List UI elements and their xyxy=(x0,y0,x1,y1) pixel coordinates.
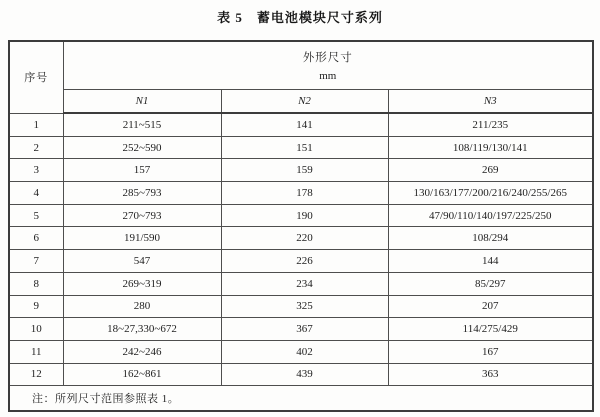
n3-cell: 144 xyxy=(388,250,593,273)
n3-cell: 167 xyxy=(388,340,593,363)
table-row xyxy=(9,136,593,159)
table-row xyxy=(9,250,593,273)
n3-cell: 211/235 xyxy=(388,113,593,136)
n3-cell: 130/163/177/200/216/240/255/265 xyxy=(388,182,593,205)
n3-cell: 108/119/130/141 xyxy=(388,136,593,159)
n2-cell: 159 xyxy=(221,159,388,182)
n1-cell: 269~319 xyxy=(63,272,221,295)
battery-module-dimension-table xyxy=(8,40,594,412)
n3-cell: 85/297 xyxy=(388,272,593,295)
seq-cell: 8 xyxy=(9,272,63,295)
seq-cell: 10 xyxy=(9,318,63,341)
seq-cell: 5 xyxy=(9,204,63,227)
n3-cell: 363 xyxy=(388,363,593,386)
seq-cell: 7 xyxy=(9,250,63,273)
column-header-seq: 序号 xyxy=(9,41,63,113)
n2-cell: 439 xyxy=(221,363,388,386)
n2-cell: 325 xyxy=(221,295,388,318)
n1-cell: 252~590 xyxy=(63,136,221,159)
dimension-group-title: 外形尺寸 xyxy=(302,51,353,64)
n2-cell: 151 xyxy=(221,136,388,159)
n3-cell: 114/275/429 xyxy=(388,318,593,341)
n1-cell: 18~27,330~672 xyxy=(63,318,221,341)
column-header-dimension-group xyxy=(63,41,593,90)
n2-cell: 178 xyxy=(221,182,388,205)
table-row xyxy=(9,113,593,136)
seq-cell: 11 xyxy=(9,340,63,363)
seq-cell: 6 xyxy=(9,227,63,250)
n1-cell: 157 xyxy=(63,159,221,182)
table-row xyxy=(9,318,593,341)
n1-cell: 242~246 xyxy=(63,340,221,363)
table-body xyxy=(9,113,593,386)
seq-cell: 3 xyxy=(9,159,63,182)
n2-cell: 141 xyxy=(221,113,388,136)
n1-cell: 162~861 xyxy=(63,363,221,386)
table-note: 注：所列尺寸范围参照表 1。 xyxy=(9,386,593,412)
table-row xyxy=(9,363,593,386)
n2-cell: 190 xyxy=(221,204,388,227)
n1-cell: 285~793 xyxy=(63,182,221,205)
n1-cell: 211~515 xyxy=(63,113,221,136)
n3-cell: 47/90/110/140/197/225/250 xyxy=(388,204,593,227)
column-header-n3: N3 xyxy=(388,90,593,114)
n1-cell: 280 xyxy=(63,295,221,318)
table-title: 表 5 蓄电池模块尺寸系列 xyxy=(217,10,383,25)
n1-cell: 270~793 xyxy=(63,204,221,227)
column-header-n1: N1 xyxy=(63,90,221,114)
n2-cell: 234 xyxy=(221,272,388,295)
header-row-dimension xyxy=(9,41,593,90)
n2-cell: 226 xyxy=(221,250,388,273)
seq-cell: 4 xyxy=(9,182,63,205)
seq-cell: 1 xyxy=(9,113,63,136)
seq-cell: 2 xyxy=(9,136,63,159)
header-row-series xyxy=(9,90,593,114)
table-row xyxy=(9,227,593,250)
table-row xyxy=(9,182,593,205)
table-row xyxy=(9,272,593,295)
table-row xyxy=(9,295,593,318)
table-row xyxy=(9,159,593,182)
n1-cell: 191/590 xyxy=(63,227,221,250)
seq-cell: 9 xyxy=(9,295,63,318)
n3-cell: 108/294 xyxy=(388,227,593,250)
n2-cell: 220 xyxy=(221,227,388,250)
n3-cell: 207 xyxy=(388,295,593,318)
n1-cell: 547 xyxy=(63,250,221,273)
seq-cell: 12 xyxy=(9,363,63,386)
column-header-n2: N2 xyxy=(221,90,388,114)
note-row xyxy=(9,386,593,412)
n2-cell: 367 xyxy=(221,318,388,341)
n3-cell: 269 xyxy=(388,159,593,182)
table-row xyxy=(9,204,593,227)
n2-cell: 402 xyxy=(221,340,388,363)
table-row xyxy=(9,340,593,363)
dimension-group-unit: mm xyxy=(319,69,337,82)
